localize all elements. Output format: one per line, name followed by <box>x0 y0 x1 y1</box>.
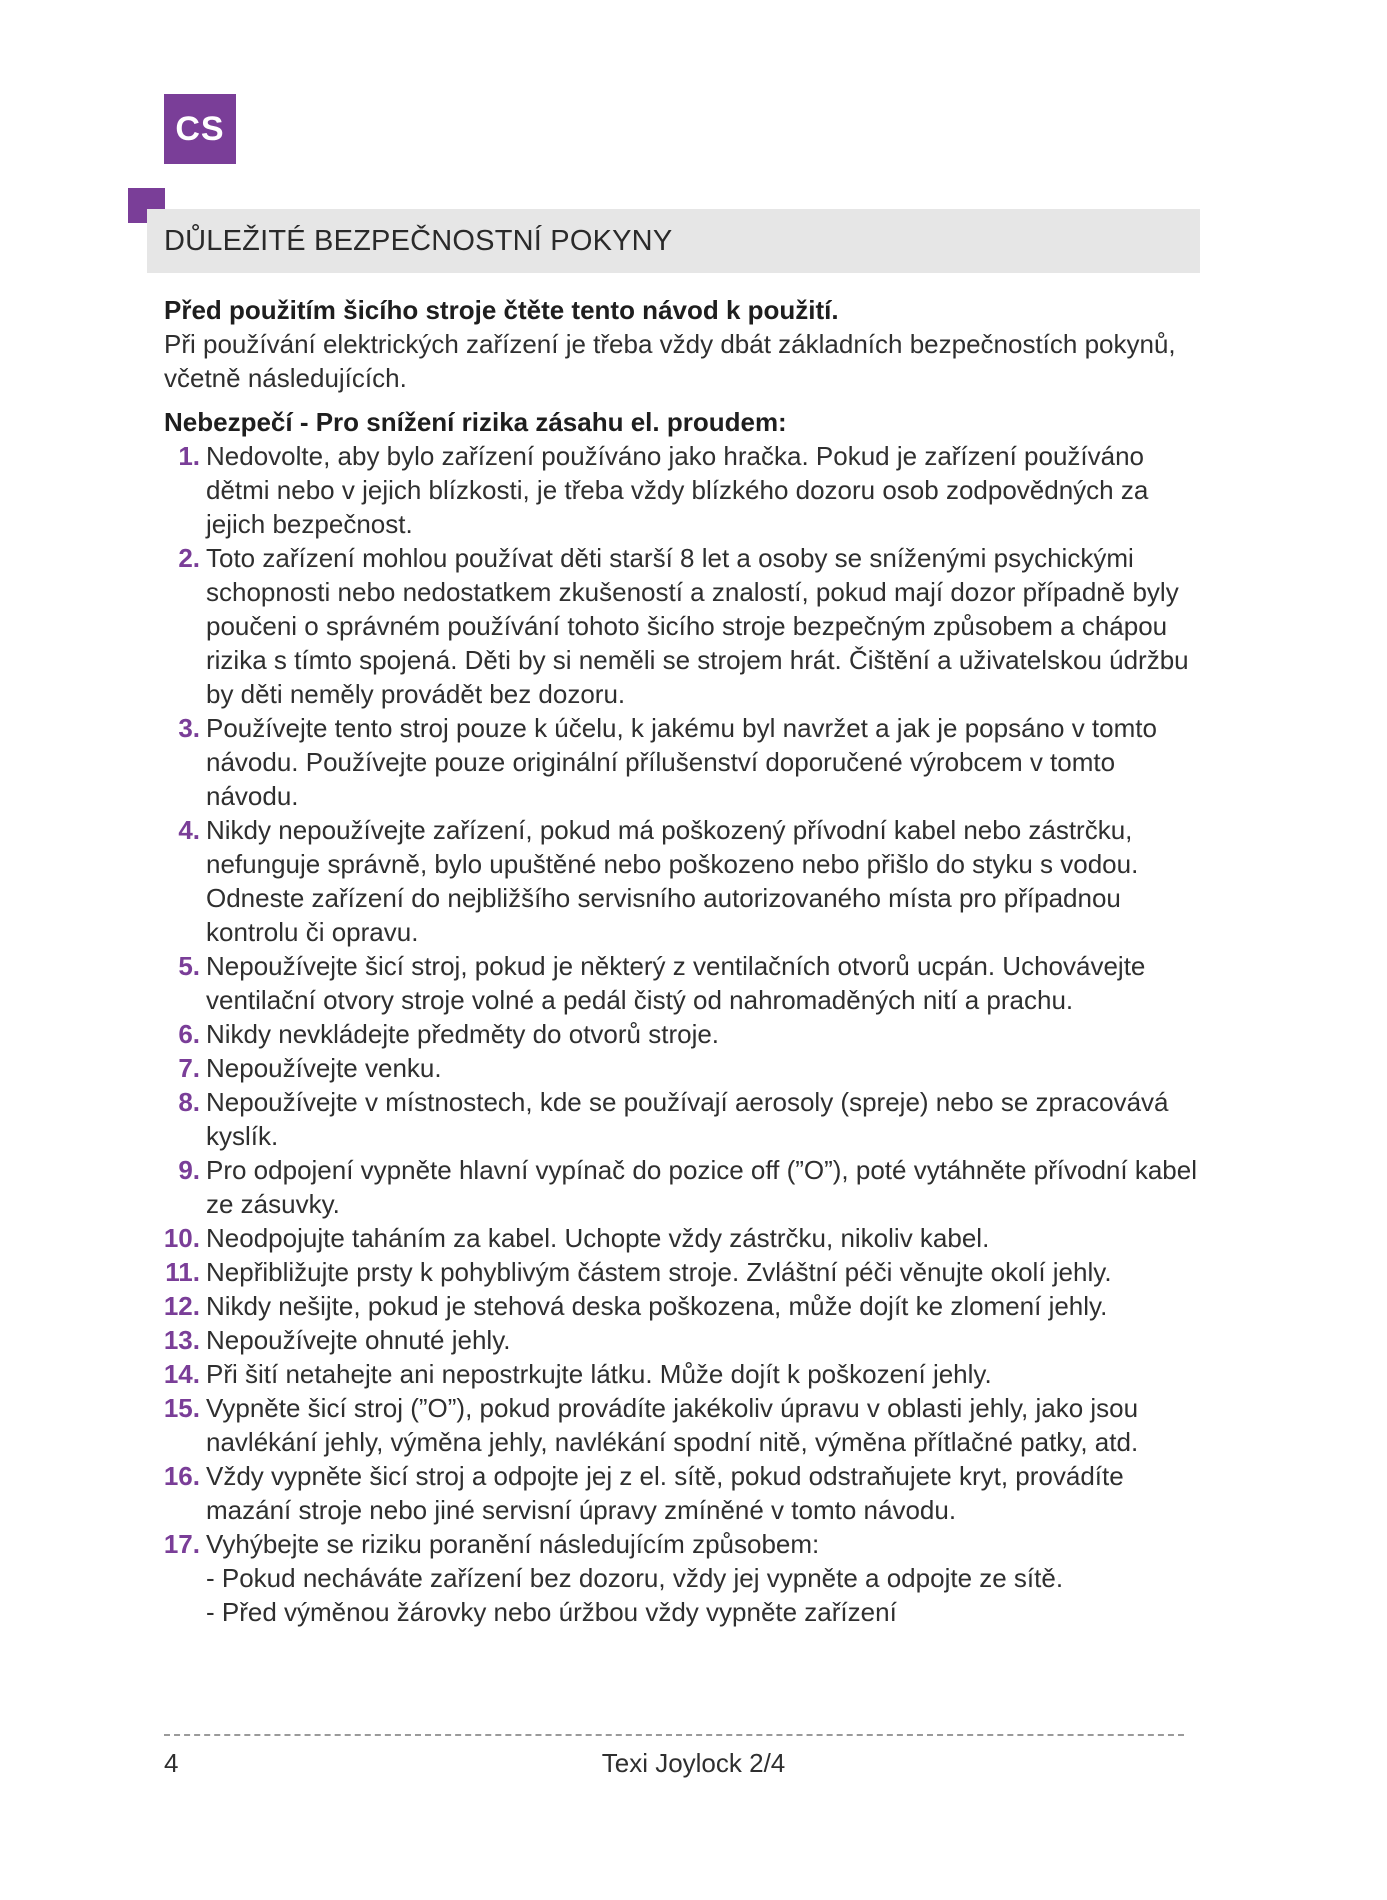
footer-title: Texi Joylock 2/4 <box>601 1748 786 1778</box>
list-item-text: Nikdy nevkládejte předměty do otvorů stroje. <box>206 1019 720 1049</box>
list-item <box>164 1017 1204 1051</box>
page-number: 4 <box>164 1748 179 1778</box>
list-item <box>164 1051 1204 1085</box>
list-item-number: 3. <box>178 713 200 743</box>
list-item-number: 2. <box>178 543 200 573</box>
safety-rules-list <box>164 439 1204 1629</box>
list-item <box>164 1255 1204 1289</box>
list-item-text: Nepoužívejte ohnuté jehly. <box>206 1325 511 1355</box>
list-item-number: 17. <box>163 1529 200 1559</box>
list-item <box>164 1527 1204 1629</box>
footer-divider <box>164 1734 1184 1736</box>
list-item-number: 4. <box>178 815 200 845</box>
list-item-text: Používejte tento stroj pouze k účelu, k jakému byl navržet a jak je popsáno v tomto návodu. Používejte pouze originální přílušenství doporučené výrobcem v tomto návodu. <box>206 713 1157 811</box>
list-item-number: 5. <box>178 951 200 981</box>
list-item <box>164 439 1204 541</box>
list-item-number: 10. <box>163 1223 200 1253</box>
danger-heading: Nebezpečí - Pro snížení rizika zásahu el. proudem: <box>164 407 787 437</box>
list-item-number: 1. <box>178 441 200 471</box>
list-item-number: 14. <box>163 1359 200 1389</box>
list-item <box>164 1153 1204 1221</box>
list-item <box>164 1459 1204 1527</box>
language-badge: CS <box>164 94 236 164</box>
list-item-text: Nepoužívejte v místnostech, kde se používají aerosoly (spreje) nebo se zpracovává kyslík. <box>206 1087 1169 1151</box>
list-item-number: 6. <box>178 1019 200 1049</box>
list-item-number: 16. <box>163 1461 200 1491</box>
list-item <box>164 1357 1204 1391</box>
list-item-number: 8. <box>178 1087 200 1117</box>
intro-text: Při používání elektrických zařízení je třeba vždy dbát základních bezpečnostích pokynů, včetně následujících. <box>164 329 1176 393</box>
list-item-text: Pro odpojení vypněte hlavní vypínač do pozice off (”O”), poté vytáhněte přívodní kabel ze zásuvky. <box>206 1155 1197 1219</box>
list-item <box>164 813 1204 949</box>
section-heading: DŮLEŽITÉ BEZPEČNOSTNÍ POKYNY <box>164 224 673 257</box>
list-subitem: - Pokud necháváte zařízení bez dozoru, vždy jej vypněte a odpojte ze sítě. <box>206 1563 1064 1593</box>
list-item-text: Při šití netahejte ani nepostrkujte látku. Může dojít k poškození jehly. <box>206 1359 992 1389</box>
list-item-text: Nikdy nešijte, pokud je stehová deska poškozena, může dojít ke zlomení jehly. <box>206 1291 1108 1321</box>
list-item <box>164 1085 1204 1153</box>
list-item <box>164 541 1204 711</box>
list-item-text: Toto zařízení mohlou používat děti starší 8 let a osoby se sníženými psychickými schopnosti nebo nedostatkem zkušeností a znalostí, pokud mají dozor případně byly poučeni o správném používání tohoto šicího stroje bezpečným způsobem a chápou rizika s tímto spojená. Děti by si neměli se strojem hrát. Čištění a uživatelskou údržbu by děti neměly provádět bez dozoru. <box>206 543 1189 709</box>
list-item-number: 11. <box>165 1257 200 1287</box>
intro-paragraph <box>164 293 1204 395</box>
list-item <box>164 1391 1204 1459</box>
list-item-text: Neodpojujte taháním za kabel. Uchopte vždy zástrčku, nikoliv kabel. <box>206 1223 990 1253</box>
list-item <box>164 949 1204 1017</box>
list-item <box>164 1289 1204 1323</box>
intro-bold: Před použitím šicího stroje čtěte tento návod k použití. <box>164 295 839 325</box>
list-item-text: Vždy vypněte šicí stroj a odpojte jej z el. sítě, pokud odstraňujete kryt, provádíte mazání stroje nebo jiné servisní úpravy zmíněné v tomto návodu. <box>206 1461 1124 1525</box>
list-item-text: Vypněte šicí stroj (”O”), pokud provádíte jakékoliv úpravu v oblasti jehly, jako jsou navlékání jehly, výměna jehly, navlékání spodní nitě, výměna přítlačné patky, atd. <box>206 1393 1139 1457</box>
list-item-text: Vyhýbejte se riziku poranění následujícím způsobem: <box>206 1529 820 1559</box>
list-item-number: 7. <box>178 1053 200 1083</box>
list-item-number: 15. <box>163 1393 200 1423</box>
list-item-number: 13. <box>163 1325 200 1355</box>
list-item-text: Nedovolte, aby bylo zařízení používáno jako hračka. Pokud je zařízení používáno dětmi nebo v jejich blízkosti, je třeba vždy blízkého dozoru osob zodpovědných za jejich bezpečnost. <box>206 441 1149 539</box>
list-item-text: Nepřibližujte prsty k pohyblivým částem stroje. Zvláštní péči věnujte okolí jehly. <box>206 1257 1112 1287</box>
list-item-number: 9. <box>178 1155 200 1185</box>
section-heading-bar <box>147 209 1200 273</box>
list-item <box>164 1323 1204 1357</box>
list-item <box>164 1221 1204 1255</box>
list-item-text: Nepoužívejte venku. <box>206 1053 442 1083</box>
list-item-number: 12. <box>163 1291 200 1321</box>
list-item-text: Nikdy nepoužívejte zařízení, pokud má poškozený přívodní kabel nebo zástrčku, nefunguje správně, bylo upuštěné nebo poškozeno nebo přišlo do styku s vodou. Odneste zařízení do nejbližšího servisního autorizovaného místa pro případnou kontrolu či opravu. <box>206 815 1139 947</box>
list-item <box>164 711 1204 813</box>
list-item-text: Nepoužívejte šicí stroj, pokud je některý z ventilačních otvorů ucpán. Uchovávejte ventilační otvory stroje volné a pedál čistý od nahromaděných nití a prachu. <box>206 951 1146 1015</box>
list-subitem: - Před výměnou žárovky nebo úržbou vždy vypněte zařízení <box>206 1597 897 1627</box>
document-body <box>164 293 1204 1629</box>
